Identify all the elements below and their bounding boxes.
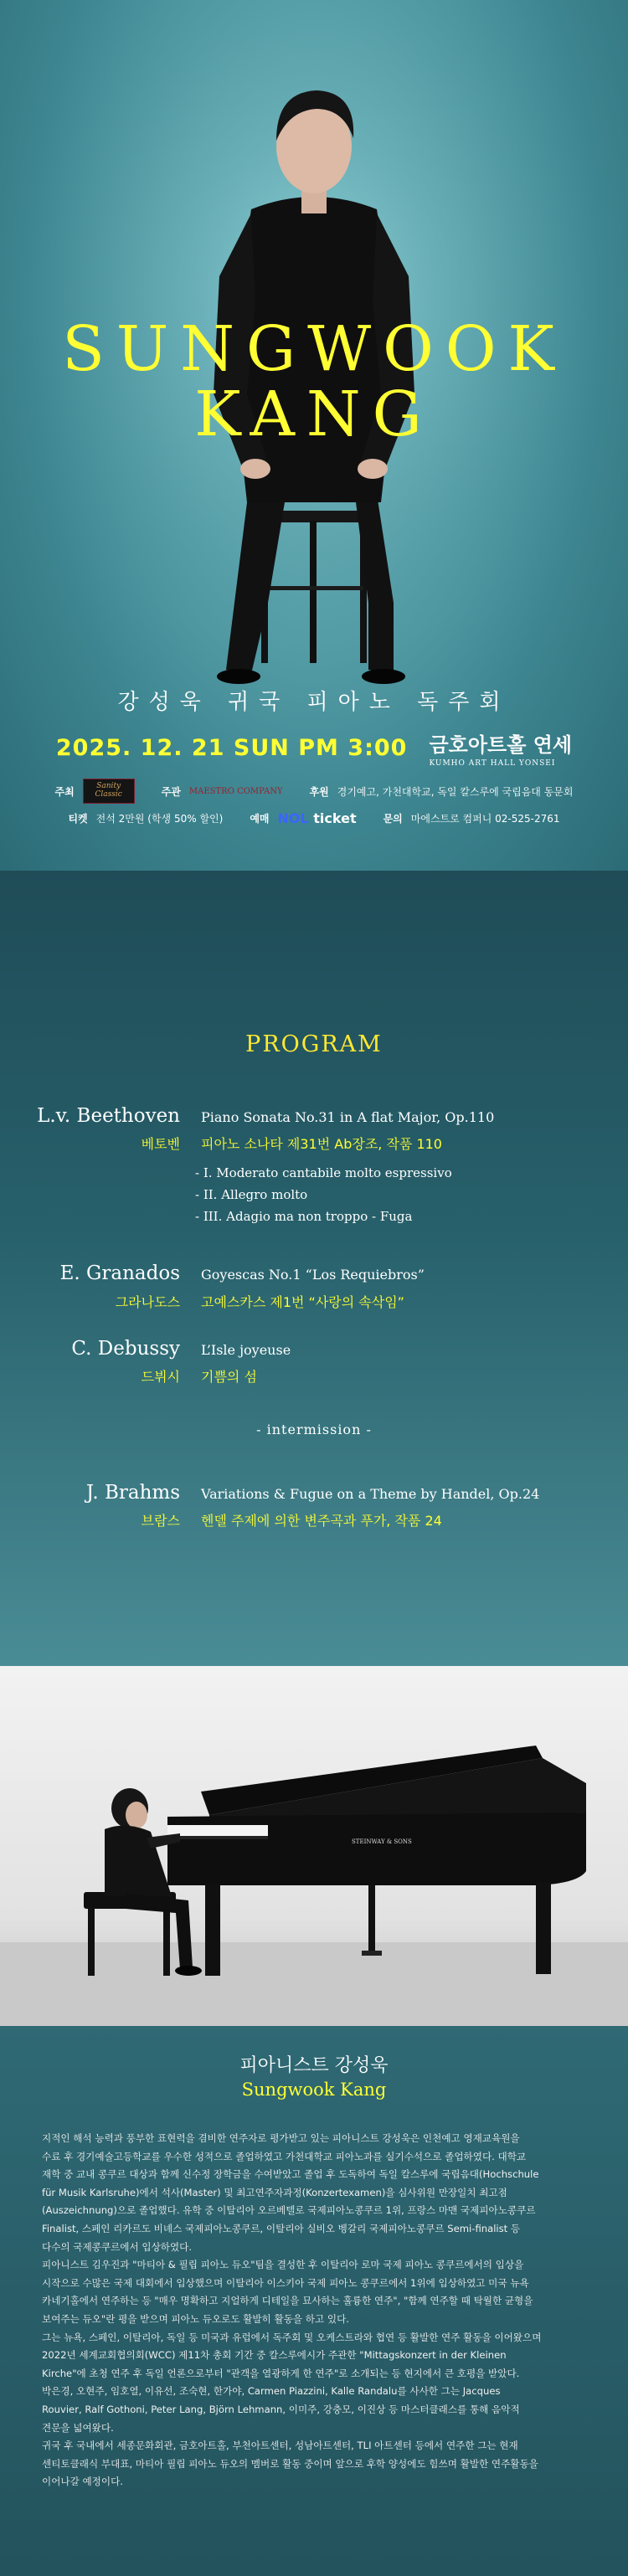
movement-item: - II. Allegro molto [195, 1187, 308, 1202]
composer-brahms: J. Brahms [85, 1482, 180, 1504]
host-logo: Sanity Classic [83, 779, 135, 804]
composer-ko-beethoven: 베토벤 [141, 1136, 180, 1152]
work-granados: Goyescas No.1 “Los Requiebros” [201, 1267, 425, 1283]
bio-line: Rouvier, Ralf Gothoni, Peter Lang, Björn Lehmann, 이미주, 강충모, 이진상 등 마스터클래스를 통해 음악적 [42, 2403, 520, 2415]
title-name-line2: KANG [194, 378, 434, 450]
concert-datetime: 2025. 12. 21 SUN PM 3:00 [55, 735, 408, 761]
venue-english: KUMHO ART HALL YONSEI [429, 759, 556, 768]
work-ko-beethoven: 피아노 소나타 제31번 Ab장조, 작품 110 [201, 1136, 442, 1152]
venue-korean: 금호아트홀 연세 [429, 733, 573, 757]
booking-label: 예매 [250, 813, 270, 825]
bio-line: (Auszeichnung)으로 졸업했다. 유학 중 이탈리아 오르베텔로 국제피아노콩쿠르 1위, 프랑스 마맨 국제피아노콩쿠르 [42, 2204, 536, 2217]
venue [429, 728, 572, 768]
movement-item: - I. Moderato cantabile molto espressivo [195, 1165, 452, 1180]
bio-line: 카네기홀에서 연주하는 등 "매우 명확하고 지얼하게 디테일을 묘사하는 훌륭한 연주", "함께 연주할 때 탁월한 균형을 [42, 2295, 533, 2307]
work-debussy: L’Isle joyeuse [201, 1342, 291, 1358]
bio-line: 피아니스트 김우진과 "마티아 & 필립 피아노 듀오"팀을 결성한 후 이탈리아 로마 국제 피아노 콩쿠르에서의 입상을 [42, 2259, 524, 2271]
organizer-logo: MAESTRO COMPANY [188, 786, 283, 796]
bio-title: 피아니스트 강성욱 [239, 2055, 389, 2076]
bio-line: Finalist, 스페인 리카르도 비녜스 국제피아노콩쿠르, 이탈리아 실비오 벵갈리 국제피아노콩쿠르 Semi-finalist 등 [42, 2222, 521, 2234]
bio-line: 견문을 넓여왔다. [42, 2421, 114, 2434]
bio-line: 그는 뉴욕, 스페인, 이탈리아, 독일 등 미국과 유럽에서 독주회 및 오케스트라와 협연 등 활발한 연주 활동을 이어왔으며 [42, 2331, 542, 2343]
bio-line: 시작으로 수많은 국제 대회에서 입상했으며 이탈리아 이스키아 국제 피아노 콩쿠르에서 1위에 입상하였고 미국 뉴욕 [42, 2276, 529, 2289]
program-heading: PROGRAM [245, 1031, 383, 1057]
bio-line: 재학 중 교내 콩쿠르 대상과 함께 신수정 장학금을 수여받았고 졸업 후 도독하여 독일 칼스루에 국립음대(Hochschule [42, 2168, 539, 2181]
bio-line: 보여주는 듀오"란 평을 받으며 피아노 듀오로도 활발히 활동을 하고 있다. [42, 2312, 349, 2325]
bio-line: 지적인 해석 능력과 풍부한 표현력을 겸비한 연주자로 평가받고 있는 피아니스트 강성욱은 인천예고 영재교육원을 [42, 2132, 520, 2144]
nol-ticket-logo[interactable] [278, 810, 357, 826]
composer-ko-granados: 그라나도스 [115, 1294, 180, 1310]
ticket-label: 티켓 [68, 813, 88, 825]
bio-subtitle: Sungwook Kang [241, 2080, 387, 2100]
bio-line: 센티토클래식 부대표, 마티아 필립 피아노 듀오의 멤버로 활동 중이며 앞으로 후학 양성에도 힘쓰며 활발한 연주활동을 [42, 2457, 538, 2470]
title-name-line1: SUNGWOOK [62, 313, 566, 385]
inquiry-contact: 마에스트로 컴퍼니 02-525-2761 [410, 813, 560, 825]
ticket-logo-part: ticket [308, 810, 357, 826]
piano-brand: STEINWAY & SONS [352, 1838, 412, 1845]
piano-photo [0, 1666, 628, 2026]
pianist-at-piano-image [0, 1666, 628, 2026]
bio-line: 2022년 세계교회협의회(WCC) 제11차 총회 기간 중 칼스루에시가 주관한 "Mittagskonzert in der Kleinen [42, 2349, 507, 2362]
ticket-price: 전석 2만원 (학생 50% 할인) [95, 813, 224, 825]
program-section [0, 871, 628, 1666]
date-venue-row [0, 728, 628, 768]
intermission: - intermission - [256, 1422, 372, 1437]
ticket-row [0, 810, 628, 826]
composer-ko-brahms: 브람스 [141, 1513, 180, 1529]
bio-text [42, 2130, 586, 2491]
recital-title: 강성욱 귀국 피아노 독주회 [117, 690, 511, 715]
sponsors-text: 경기예고, 가천대학교, 독일 칼스루에 국립음대 동문회 [337, 785, 574, 798]
work-ko-granados: 고예스카스 제1번 “사랑의 속삭임” [201, 1294, 404, 1310]
organizer-label: 주관 [161, 785, 181, 798]
bio-line: 이어나갈 예정이다. [42, 2476, 123, 2488]
inquiry-label: 문의 [383, 813, 403, 825]
biography-section [0, 2026, 628, 2576]
nol-logo-part: NOL [277, 810, 309, 826]
hero-section [0, 0, 628, 871]
bio-line: 박은경, 오현주, 임호열, 이유선, 조숙현, 한가야, Carmen Piazzini, Kalle Randalu를 사사한 그는 Jacques [42, 2385, 501, 2398]
sponsor-label: 후원 [309, 785, 329, 798]
composer-granados: E. Granados [59, 1262, 180, 1284]
host-label: 주최 [54, 785, 75, 798]
composer-debussy: C. Debussy [71, 1338, 180, 1360]
credits-row [0, 779, 628, 804]
work-beethoven: Piano Sonata No.31 in A flat Major, Op.110 [201, 1109, 495, 1125]
bio-line: 수료 후 경기예술고등학교를 우수한 성적으로 졸업하였고 가천대학교 피아노과를 실기수석으로 졸업하였다. 대학교 [42, 2150, 527, 2162]
composer-ko-debussy: 드뷔시 [141, 1369, 180, 1385]
composer-beethoven: L.v. Beethoven [37, 1105, 180, 1127]
bio-line: 다수의 국제콩쿠르에서 입상하였다. [42, 2240, 193, 2253]
bio-line: für Musik Karlsruhe)에서 석사(Master) 및 최고연주자과정(Konzertexamen)을 심사위원 만장일치 최고점 [42, 2186, 507, 2198]
work-brahms: Variations & Fugue on a Theme by Handel, Op.24 [201, 1486, 540, 1502]
work-ko-debussy: 기쁨의 섬 [201, 1369, 257, 1385]
bio-line: 귀국 후 국내에서 세종문화회관, 금호아트홀, 부천아트센터, 성남아트센터, TLI 아트센터 등에서 연주한 그는 현재 [42, 2440, 518, 2452]
movement-item: - III. Adagio ma non troppo - Fuga [195, 1209, 413, 1224]
bio-line: Kirche"에 초청 연주 후 독일 언론으로부터 "관객을 열광하게 한 연주"로 소개되는 등 현지에서 큰 호평을 받았다. [42, 2367, 520, 2379]
work-ko-brahms: 헨델 주제에 의한 변주곡과 푸가, 작품 24 [201, 1513, 442, 1529]
